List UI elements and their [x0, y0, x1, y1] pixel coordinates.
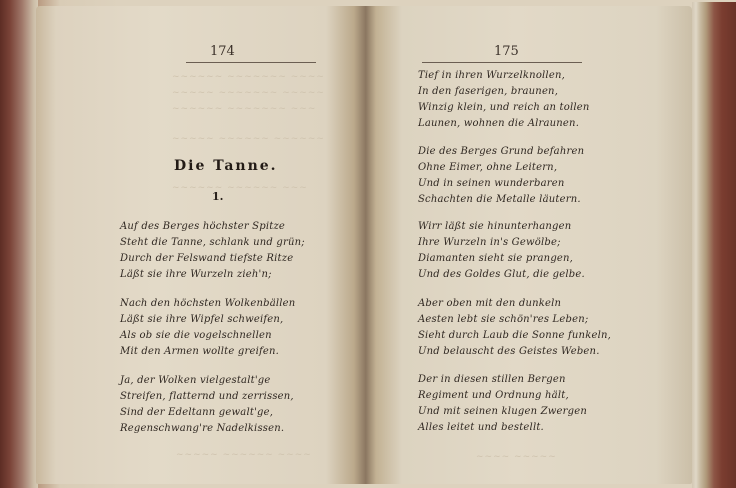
right-page	[366, 6, 692, 484]
verse-line: Aber oben mit den dunkeln	[418, 298, 562, 309]
poem-title: Die Tanne.	[174, 158, 278, 174]
verse-line: Und des Goldes Glut, die gelbe.	[418, 269, 585, 280]
left-page-number: 174	[210, 44, 235, 59]
verse-line: Regiment und Ordnung hält,	[418, 390, 569, 401]
verse-line: Wirr läßt sie hinunterhangen	[418, 221, 572, 232]
verse-line: Winzig klein, und reich an tollen	[418, 102, 590, 113]
verse-line: Und belauscht des Geistes Weben.	[418, 346, 600, 357]
show-through-text: ~~~~~~ ~~~~~~ ~~~	[172, 183, 308, 193]
verse-line: In den faserigen, braunen,	[418, 86, 559, 97]
verse-line: Mit den Armen wollte greifen.	[120, 346, 280, 357]
verse-line: Diamanten sieht sie prangen,	[418, 253, 574, 264]
verse-line: Und mit seinen klugen Zwergen	[418, 406, 587, 417]
verse-line: Streifen, flatternd und zerrissen,	[120, 391, 294, 402]
book-page-edges-right	[692, 2, 736, 488]
verse-line: Aesten lebt sie schön'res Leben;	[418, 314, 589, 325]
verse-line: Alles leitet und bestellt.	[418, 422, 544, 433]
verse-line: Auf des Berges höchster Spitze	[120, 221, 286, 232]
verse-line: Die des Berges Grund befahren	[418, 146, 585, 157]
show-through-text: ~~~~~ ~~~~~~~ ~~~~~	[172, 88, 325, 98]
verse-line: Schachten die Metalle läutern.	[418, 194, 581, 205]
show-through-text: ~~~~~~ ~~~~~~~ ~~~	[172, 104, 317, 114]
book-cover-left-edge	[0, 0, 38, 488]
left-page	[36, 6, 366, 484]
verse-line: Tief in ihren Wurzelknollen,	[418, 70, 565, 81]
verse-line: Läßt sie ihre Wipfel schweifen,	[120, 314, 284, 325]
verse-line: Der in diesen stillen Bergen	[418, 374, 566, 385]
right-page-number: 175	[494, 44, 519, 59]
verse-line: Steht die Tanne, schlank und grün;	[120, 237, 305, 248]
left-header-rule	[186, 62, 316, 63]
verse-line: Ihre Wurzeln in's Gewölbe;	[418, 237, 561, 248]
verse-line: Launen, wohnen die Alraunen.	[418, 118, 580, 129]
verse-line: Ohne Eimer, ohne Leitern,	[418, 162, 558, 173]
section-number: 1.	[212, 190, 224, 203]
show-through-text: ~~~~~~ ~~~~~~~ ~~~~	[172, 72, 325, 82]
right-header-rule	[422, 62, 582, 63]
show-through-text: ~~~~ ~~~~~	[476, 452, 557, 462]
show-through-text: ~~~~~ ~~~~~~ ~~~~~~	[172, 134, 325, 144]
verse-line: Nach den höchsten Wolkenbällen	[120, 298, 296, 309]
show-through-text: ~~~~~ ~~~~~~ ~~~~	[176, 450, 312, 460]
verse-line: Sind der Edeltann gewalt'ge,	[120, 407, 274, 418]
verse-line: Regenschwang're Nadelkissen.	[120, 423, 285, 434]
verse-line: Und in seinen wunderbaren	[418, 178, 565, 189]
verse-line: Als ob sie die vogelschnellen	[120, 330, 272, 341]
verse-line: Ja, der Wolken vielgestalt'ge	[120, 375, 271, 386]
verse-line: Sieht durch Laub die Sonne funkeln,	[418, 330, 611, 341]
verse-line: Läßt sie ihre Wurzeln zieh'n;	[120, 269, 272, 280]
verse-line: Durch der Felswand tiefste Ritze	[120, 253, 294, 264]
